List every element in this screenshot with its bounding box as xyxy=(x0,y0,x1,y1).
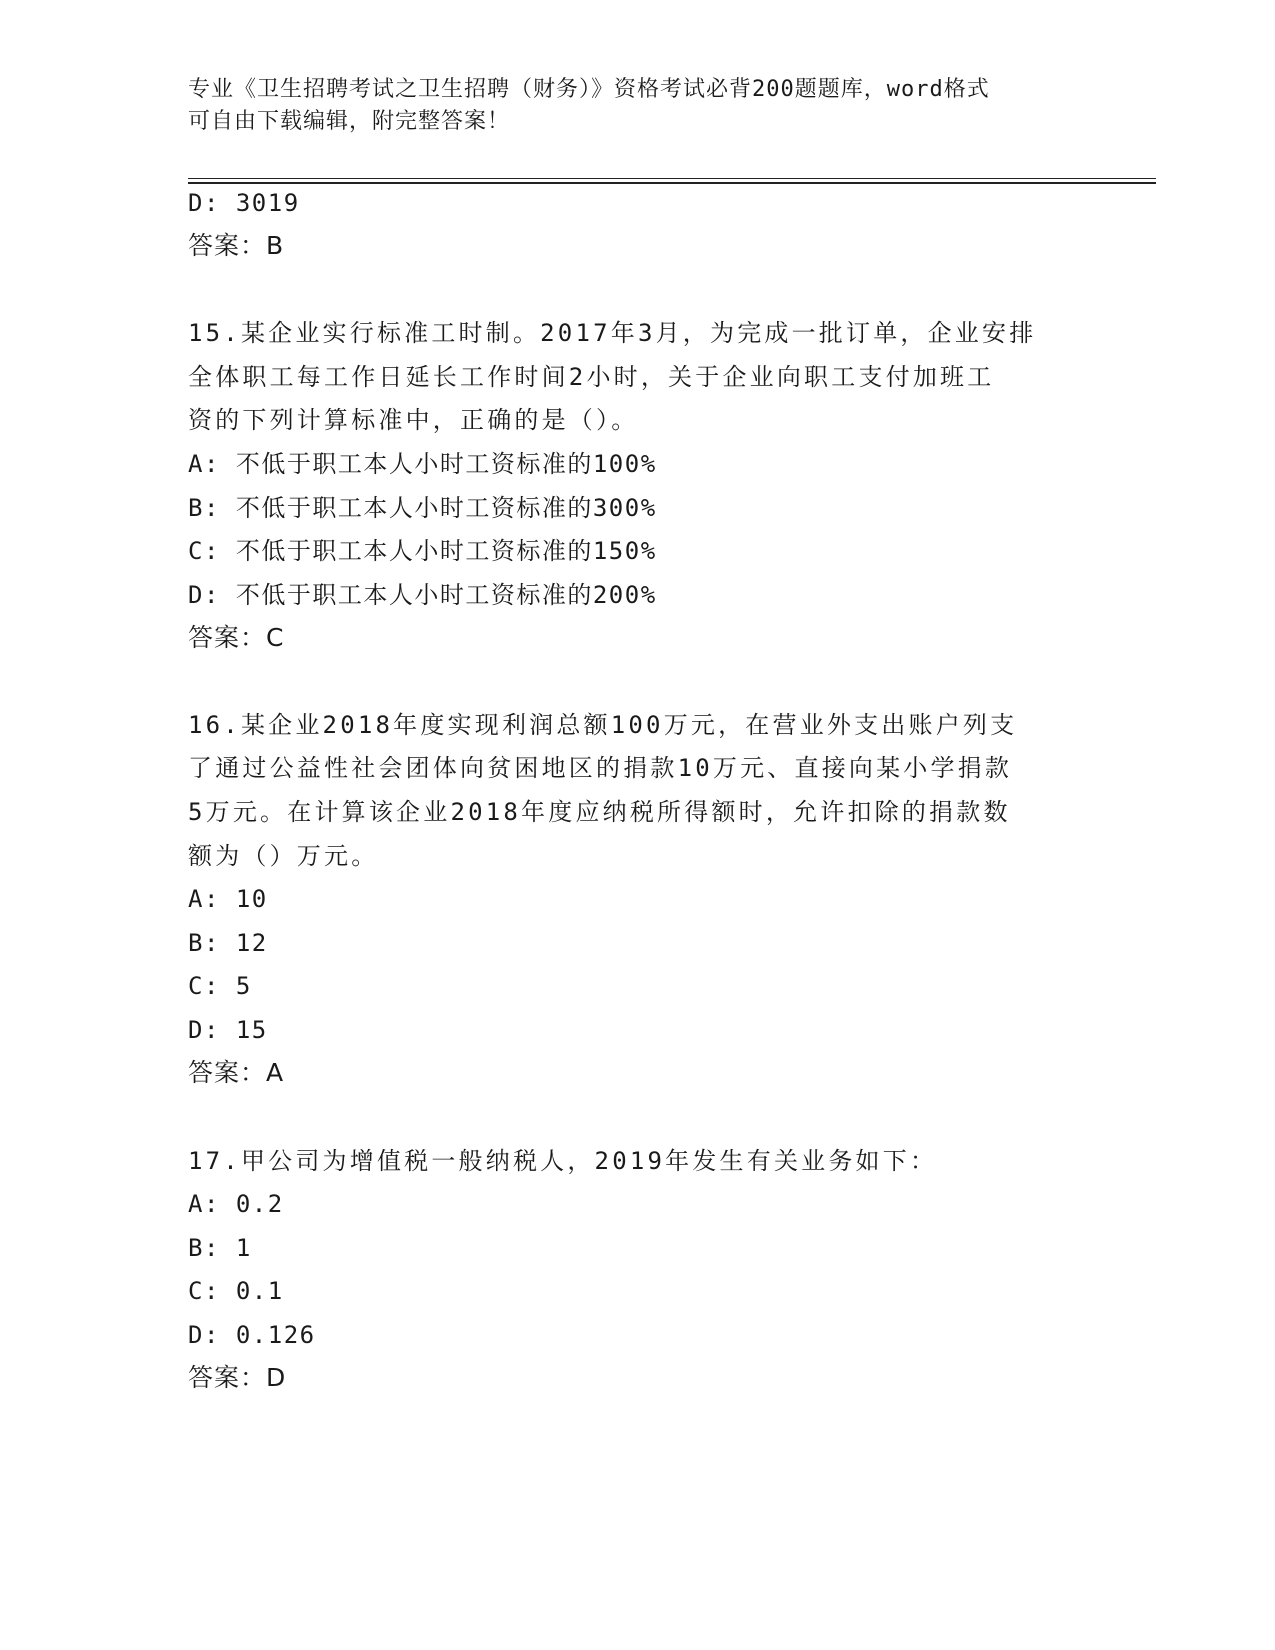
q15-option-a: A: 不低于职工本人小时工资标准的100% xyxy=(188,450,657,478)
q16-stem-line-4: 额为（）万元。 xyxy=(188,842,379,870)
q15-answer: 答案：C xyxy=(188,623,285,652)
q16-option-d: D: 15 xyxy=(188,1016,268,1044)
q17-stem-line-1: 17.甲公司为增值税一般纳税人，2019年发生有关业务如下： xyxy=(188,1147,938,1175)
header-divider-thick xyxy=(188,182,1156,184)
q15-option-b: B: 不低于职工本人小时工资标准的300% xyxy=(188,494,657,522)
q16-stem-line-3: 5万元。在计算该企业2018年度应纳税所得额时，允许扣除的捐款数 xyxy=(188,798,1011,826)
q15-stem-line-2: 全体职工每工作日延长工作时间2小时，关于企业向职工支付加班工 xyxy=(188,363,995,391)
q17-option-a: A: 0.2 xyxy=(188,1190,284,1218)
q16-option-b: B: 12 xyxy=(188,929,268,957)
q17-answer: 答案：D xyxy=(188,1363,287,1392)
header-line-2: 可自由下载编辑，附完整答案！ xyxy=(188,109,511,134)
prev-option-d: D: 3019 xyxy=(188,189,300,217)
q16-answer: 答案：A xyxy=(188,1058,285,1087)
header-divider-thin xyxy=(188,178,1156,179)
q17-option-d: D: 0.126 xyxy=(188,1321,316,1349)
q16-option-a: A: 10 xyxy=(188,885,268,913)
q15-stem-line-3: 资的下列计算标准中，正确的是（）。 xyxy=(188,406,639,434)
q17-option-b: B: 1 xyxy=(188,1234,252,1262)
q16-stem-line-1: 16.某企业2018年度实现利润总额100万元，在营业外支出账户列支 xyxy=(188,711,1018,739)
document-header xyxy=(188,74,1068,138)
q15-option-d: D: 不低于职工本人小时工资标准的200% xyxy=(188,581,657,609)
q15-option-c: C: 不低于职工本人小时工资标准的150% xyxy=(188,537,657,565)
prev-answer: 答案：B xyxy=(188,231,285,260)
q17-option-c: C: 0.1 xyxy=(188,1277,284,1305)
q16-stem-line-2: 了通过公益性社会团体向贫困地区的捐款10万元、直接向某小学捐款 xyxy=(188,754,1013,782)
q15-stem-line-1: 15.某企业实行标准工时制。2017年3月，为完成一批订单，企业安排 xyxy=(188,319,1037,347)
header-line-1: 专业《卫生招聘考试之卫生招聘（财务）》资格考试必背200题题库，word格式 xyxy=(188,77,990,102)
q16-option-c: C: 5 xyxy=(188,972,252,1000)
